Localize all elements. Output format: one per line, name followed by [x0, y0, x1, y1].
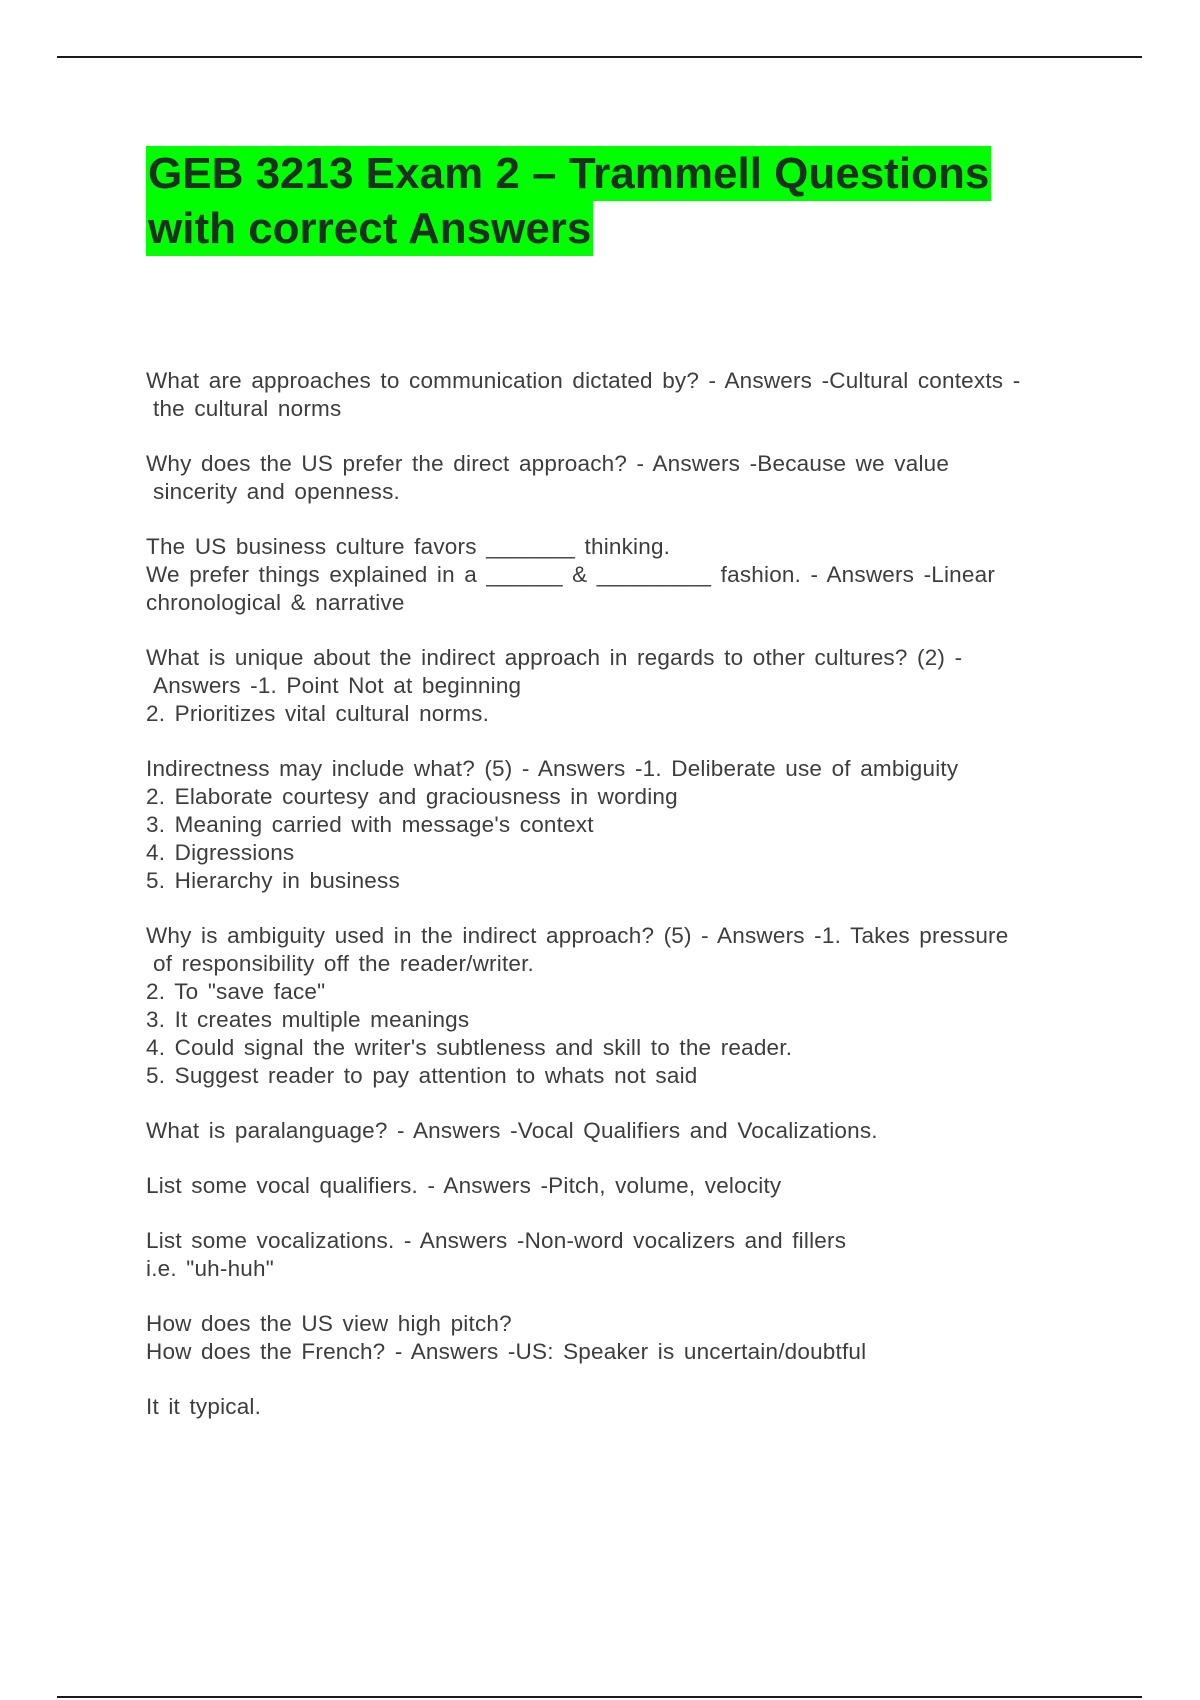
qa-line: 5. Hierarchy in business — [146, 868, 400, 893]
title-line-2: with correct Answers — [146, 201, 593, 256]
qa-line: How does the US view high pitch? — [146, 1311, 512, 1336]
qa-line: 4. Could signal the writer's subtleness and skill to the reader. — [146, 1035, 793, 1060]
qa-line: 3. It creates multiple meanings — [146, 1007, 470, 1032]
qa-line: What is paralanguage? - Answers -Vocal Qualifiers and Vocalizations. — [146, 1118, 878, 1143]
qa-line: 5. Suggest reader to pay attention to whats not said — [146, 1063, 698, 1088]
qa-entry — [146, 922, 1096, 1090]
qa-entry — [146, 1393, 1096, 1421]
qa-line: List some vocalizations. - Answers -Non-word vocalizers and fillers — [146, 1228, 847, 1253]
bottom-rule — [57, 1696, 1142, 1698]
qa-line: How does the French? - Answers -US: Speaker is uncertain/doubtful — [146, 1339, 867, 1364]
qa-line: What are approaches to communication dictated by? - Answers -Cultural contexts - — [146, 368, 1021, 393]
title-line-1: GEB 3213 Exam 2 – Trammell Questions — [146, 146, 991, 201]
top-rule — [57, 56, 1142, 58]
qa-line: Why is ambiguity used in the indirect approach? (5) - Answers -1. Takes pressure — [146, 923, 1009, 948]
qa-line: i.e. "uh-huh" — [146, 1256, 274, 1281]
document-title — [146, 146, 1086, 256]
qa-line: sincerity and openness. — [153, 479, 400, 504]
qa-line: List some vocal qualifiers. - Answers -Pitch, volume, velocity — [146, 1173, 782, 1198]
qa-line: 2. Prioritizes vital cultural norms. — [146, 701, 490, 726]
qa-entry — [146, 1310, 1096, 1366]
qa-entry — [146, 533, 1096, 617]
qa-line: 2. Elaborate courtesy and graciousness in wording — [146, 784, 678, 809]
qa-line: the cultural norms — [153, 396, 342, 421]
qa-line: 3. Meaning carried with message's context — [146, 812, 594, 837]
qa-line: We prefer things explained in a ______ & _________ fashion. - Answers -Linear — [146, 562, 996, 587]
qa-entry — [146, 644, 1096, 728]
qa-line: Indirectness may include what? (5) - Answers -1. Deliberate use of ambiguity — [146, 756, 959, 781]
qa-line: of responsibility off the reader/writer. — [153, 951, 535, 976]
qa-entry — [146, 755, 1096, 895]
qa-entry — [146, 450, 1096, 506]
qa-line: It it typical. — [146, 1394, 262, 1419]
qa-line: chronological & narrative — [146, 590, 405, 615]
qa-line: 4. Digressions — [146, 840, 295, 865]
qa-entry — [146, 1227, 1096, 1283]
qa-entry — [146, 1117, 1096, 1145]
qa-line: What is unique about the indirect approach in regards to other cultures? (2) - — [146, 645, 963, 670]
qa-line: Why does the US prefer the direct approach? - Answers -Because we value — [146, 451, 950, 476]
qa-list — [146, 367, 1096, 1448]
qa-line: 2. To "save face" — [146, 979, 326, 1004]
qa-line: The US business culture favors _______ thinking. — [146, 534, 671, 559]
qa-entry — [146, 1172, 1096, 1200]
qa-line: Answers -1. Point Not at beginning — [153, 673, 522, 698]
qa-entry — [146, 367, 1096, 423]
